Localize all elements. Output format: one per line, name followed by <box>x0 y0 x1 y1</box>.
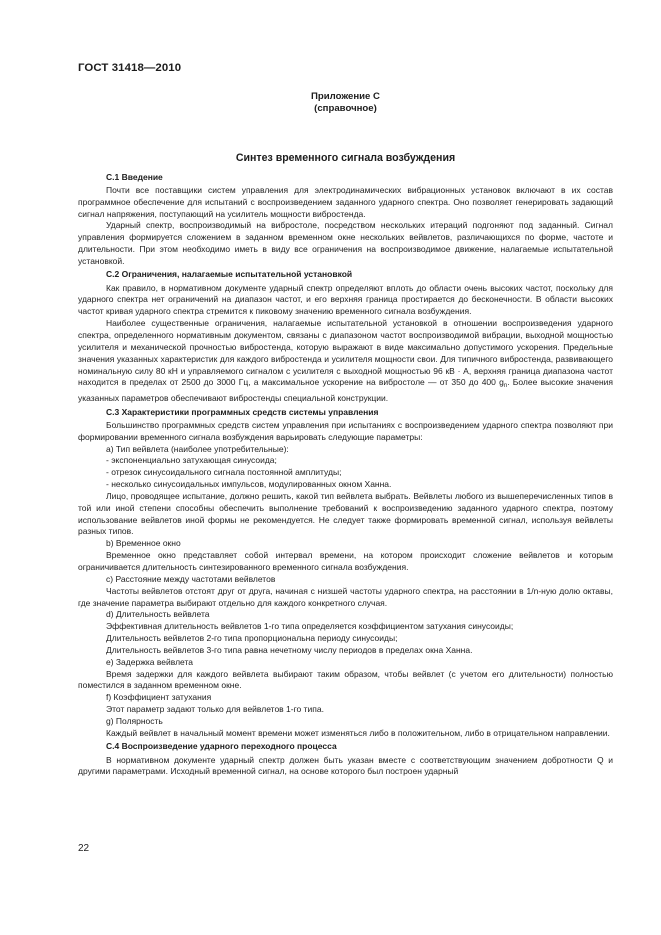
acceleration-unit-subscript: n <box>503 383 508 390</box>
item-g-label: g) Полярность <box>106 715 163 726</box>
item-b-text: Временное окно представляет собой интервал времени, на котором происходит сложение вейвлетов и которым ограничивается длительность синтезированного временного сигнала возбуждения. <box>78 550 613 572</box>
standard-code: ГОСТ 31418—2010 <box>78 62 182 74</box>
appendix-title: Приложение С <box>311 91 380 102</box>
item-g-text: Каждый вейвлет в начальный момент времени может изменяться либо в положительном, либо в отрицательном направлении. <box>106 727 610 738</box>
section-c1-paragraph-2: Ударный спектр, воспроизводимый на вибростоле, посредством нескольких итераций подгоняют под заданный. Сигнал управления формируется сложением в заданном временном окне нескольких вейвлетов, различающихся по форме, частоте и длительности. При этом необходимо иметь в виду все ограничения на воспроизводимое движение, налагаемые испытательной установкой. <box>78 220 613 266</box>
document-body <box>78 170 613 778</box>
item-d-label: d) Длительность вейвлета <box>106 609 210 620</box>
item-f-text: Этот параметр задают только для вейвлетов 1-го типа. <box>106 704 324 715</box>
item-a-list-entry: - экспоненциально затухающая синусоида; <box>106 455 277 466</box>
section-c2-paragraph-2 <box>78 318 613 405</box>
item-c-text: Частоты вейвлетов отстоят друг от друга, начиная с низшей частоты ударного спектра, на расстоянии в 1/n-ную долю октавы, где значение параметра выбирают отдельно для каждого конкретного случая. <box>78 585 613 608</box>
item-d-line: Длительность вейвлетов 2-го типа пропорциональна периоду синусоиды; <box>106 633 398 644</box>
item-b-label: b) Временное окно <box>106 538 181 549</box>
section-c2-heading: С.2 Ограничения, налагаемые испытательной установкой <box>106 269 353 280</box>
page-number: 22 <box>78 843 90 854</box>
item-a-list-entry: - отрезок синусоидального сигнала постоянной амплитуды; <box>106 467 342 478</box>
appendix-kind: (справочное) <box>314 102 377 114</box>
item-e-text: Время задержки для каждого вейвлета выбирают таким образом, чтобы вейвлет (с учетом его длительности) полностью поместился в заданном временном окне. <box>78 668 613 691</box>
section-c2-paragraph-2-part-a: Наиболее существенные ограничения, налагаемые испытательной установкой в отношении воспроизведения ударного спектра, определенного нормативным документом, связаны с диапазоном частот воспроизводимой вибрации, выходной мощностью усилителя и механической прочностью вибростенда, которую выражают в виде максимально допустимого ускорения. Предельные значения указанных характеристик для каждого вибростенда и усилителя мощности свои. Для типичного вибростенда, развивающего номинальную силу 80 кН и управляемого сигналом с усилителя с выходной мощностью 96 кВ · А, верхняя граница диапазона частот находится в пределах от 2500 до 3000 Гц, а максимальное ускорение на вибростоле — от 350 до 400 g <box>78 318 613 388</box>
item-d-line: Длительность вейвлетов 3-го типа равна нечетному числу периодов в пределах окна Ханна. <box>106 644 473 655</box>
item-f-label: f) Коэффициент затухания <box>106 692 212 703</box>
item-e-label: е) Задержка вейвлета <box>106 656 194 667</box>
section-c1-heading: С.1 Введение <box>106 171 163 182</box>
appendix-header <box>78 91 613 114</box>
item-d-line: Эффективная длительность вейвлетов 1-го типа определяется коэффициентом затухания синусоиды; <box>106 621 514 632</box>
item-c-label: с) Расстояние между частотами вейвлетов <box>106 573 276 584</box>
section-c2-paragraph-1: Как правило, в нормативном документе ударный спектр определяют вплоть до области очень высоких частот, поскольку для ударного спектра нет ограничений на диапазон частот, и его верхняя граница простирается до бесконечности. В области высоких частот кривая ударного спектра стремится к пиковому значению временного сигнала возбуждения. <box>78 282 613 317</box>
section-c1-paragraph-1: Почти все поставщики систем управления для электродинамических вибрационных установок включают в их состав программное обеспечение для испытаний с воспроизведением заданного ударного спектра. Оно позволяет генерировать задающий сигнал напряжения, поступающий на усилитель мощности вибростенда. <box>78 184 613 219</box>
section-c3-heading: С.3 Характеристики программных средств системы управления <box>106 406 379 417</box>
section-c2-paragraph-2-part-b: . Более высокие значения указанных параметров обеспечивают вибростенды специальной конструкции. <box>78 377 613 404</box>
item-a-label: а) Тип вейвлета (наиболее употребительные): <box>106 443 289 454</box>
section-c4-heading: С.4 Воспроизведение ударного переходного процесса <box>106 741 337 752</box>
section-c3-intro: Большинство программных средств систем управления при испытаниях с воспроизведением ударного спектра позволяют при формировании временного сигнала возбуждения варьировать следующие параметры: <box>78 419 613 442</box>
section-c4-paragraph-1: В нормативном документе ударный спектр должен быть указан вместе с соответствующим значением добротности Q и другими параметрами. Исходный временной сигнал, на основе которого был построен ударный <box>78 754 613 777</box>
item-a-list-entry: - несколько синусоидальных импульсов, модулированных окном Ханна. <box>106 479 392 490</box>
item-a-text: Лицо, проводящее испытание, должно решить, какой тип вейвлета выбрать. Вейвлеты любого из вышеперечисленных типов в той или иной степени способны обеспечить выполнение требований к воспроизведению заданного ударного спектра, поэтому использование вейвлетов иной формы не рекомендуется. Не следует также формировать временной сигнал, используя вейвлеты разных типов. <box>78 490 613 537</box>
document-title: Синтез временного сигнала возбуждения <box>235 152 456 164</box>
